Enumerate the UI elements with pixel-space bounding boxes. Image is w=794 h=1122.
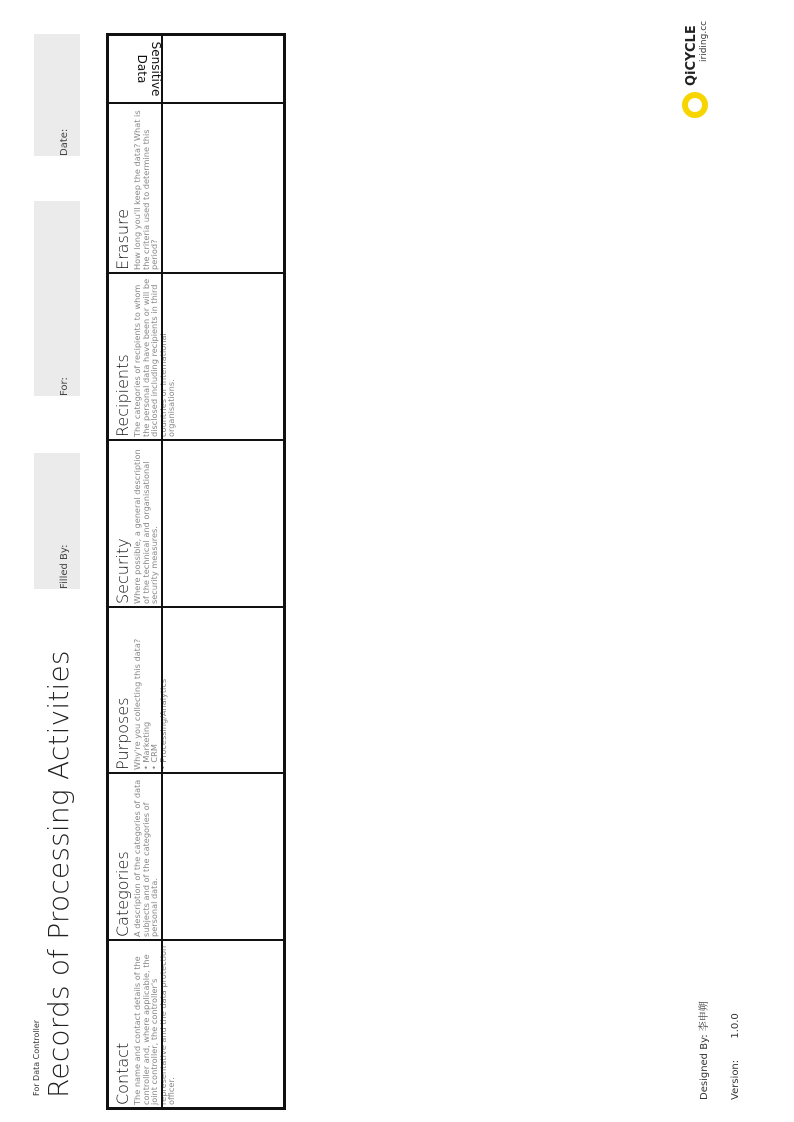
for-field[interactable] [34, 201, 80, 396]
logo-ring-icon [682, 92, 708, 118]
version-info [730, 1013, 741, 1100]
row-divider [161, 104, 163, 272]
filled-by-field[interactable] [34, 453, 80, 589]
categories-title: Categories [113, 851, 132, 937]
filled-by-label: Filled By: [59, 544, 70, 589]
categories-description: A description of the categories of data subjects and of the categories of personal data. [132, 779, 160, 937]
security-column[interactable] [109, 439, 283, 606]
recipients-column[interactable] [109, 272, 283, 439]
erasure-description: How long you'll keep the data? What is the criteria used to determine this period? [132, 110, 160, 270]
version-number: 1.0.0 [730, 1013, 741, 1039]
security-description: Where possible, a general description of the technical and organisational security measures. [132, 449, 160, 604]
row-divider [161, 774, 163, 939]
purposes-title: Purposes [113, 697, 132, 770]
version-label: Version: [730, 1059, 741, 1100]
qicycle-logo [680, 12, 720, 122]
for-label: For: [59, 377, 70, 396]
recipients-description: The categories of recipients to whom the personal data have been or will be disclosed including recipients in third countries or international organisations. [132, 278, 177, 437]
row-divider [161, 36, 163, 102]
purposes-description: Why're you collecting this data? • Marketing • CRM • Processing/Analytics [132, 638, 168, 770]
purposes-column[interactable] [109, 606, 283, 772]
erasure-column[interactable] [109, 102, 283, 272]
date-label: Date: [59, 128, 70, 156]
designer-name: 李申朔 [699, 1001, 710, 1032]
contact-description: The name and contact details of the controller and, where applicable, the joint controller, the controller's representative and the data protection officer. [132, 945, 177, 1105]
recipients-title: Recipients [113, 354, 132, 437]
designed-by-label: Designed By: [699, 1034, 710, 1100]
row-divider [161, 608, 163, 772]
erasure-title: Erasure [113, 208, 132, 270]
categories-column[interactable] [109, 772, 283, 939]
sensitive-data-title: Sensitive Data [135, 41, 163, 97]
contact-title: Contact [113, 1042, 132, 1105]
page-title: Records of Processing Activities [42, 650, 75, 1098]
date-field[interactable] [34, 34, 80, 156]
designed-by [695, 1001, 710, 1100]
contact-column[interactable] [109, 939, 283, 1107]
form-subtitle: For Data Controller [32, 1019, 41, 1096]
logo-url: iriding.cc [699, 20, 709, 62]
row-divider [161, 941, 163, 1107]
row-divider [161, 274, 163, 439]
security-title: Security [113, 538, 132, 604]
sensitive-data-column[interactable] [109, 36, 283, 102]
row-divider [161, 441, 163, 606]
records-table [106, 33, 286, 1110]
logo-name: QiCYCLE [684, 25, 699, 86]
